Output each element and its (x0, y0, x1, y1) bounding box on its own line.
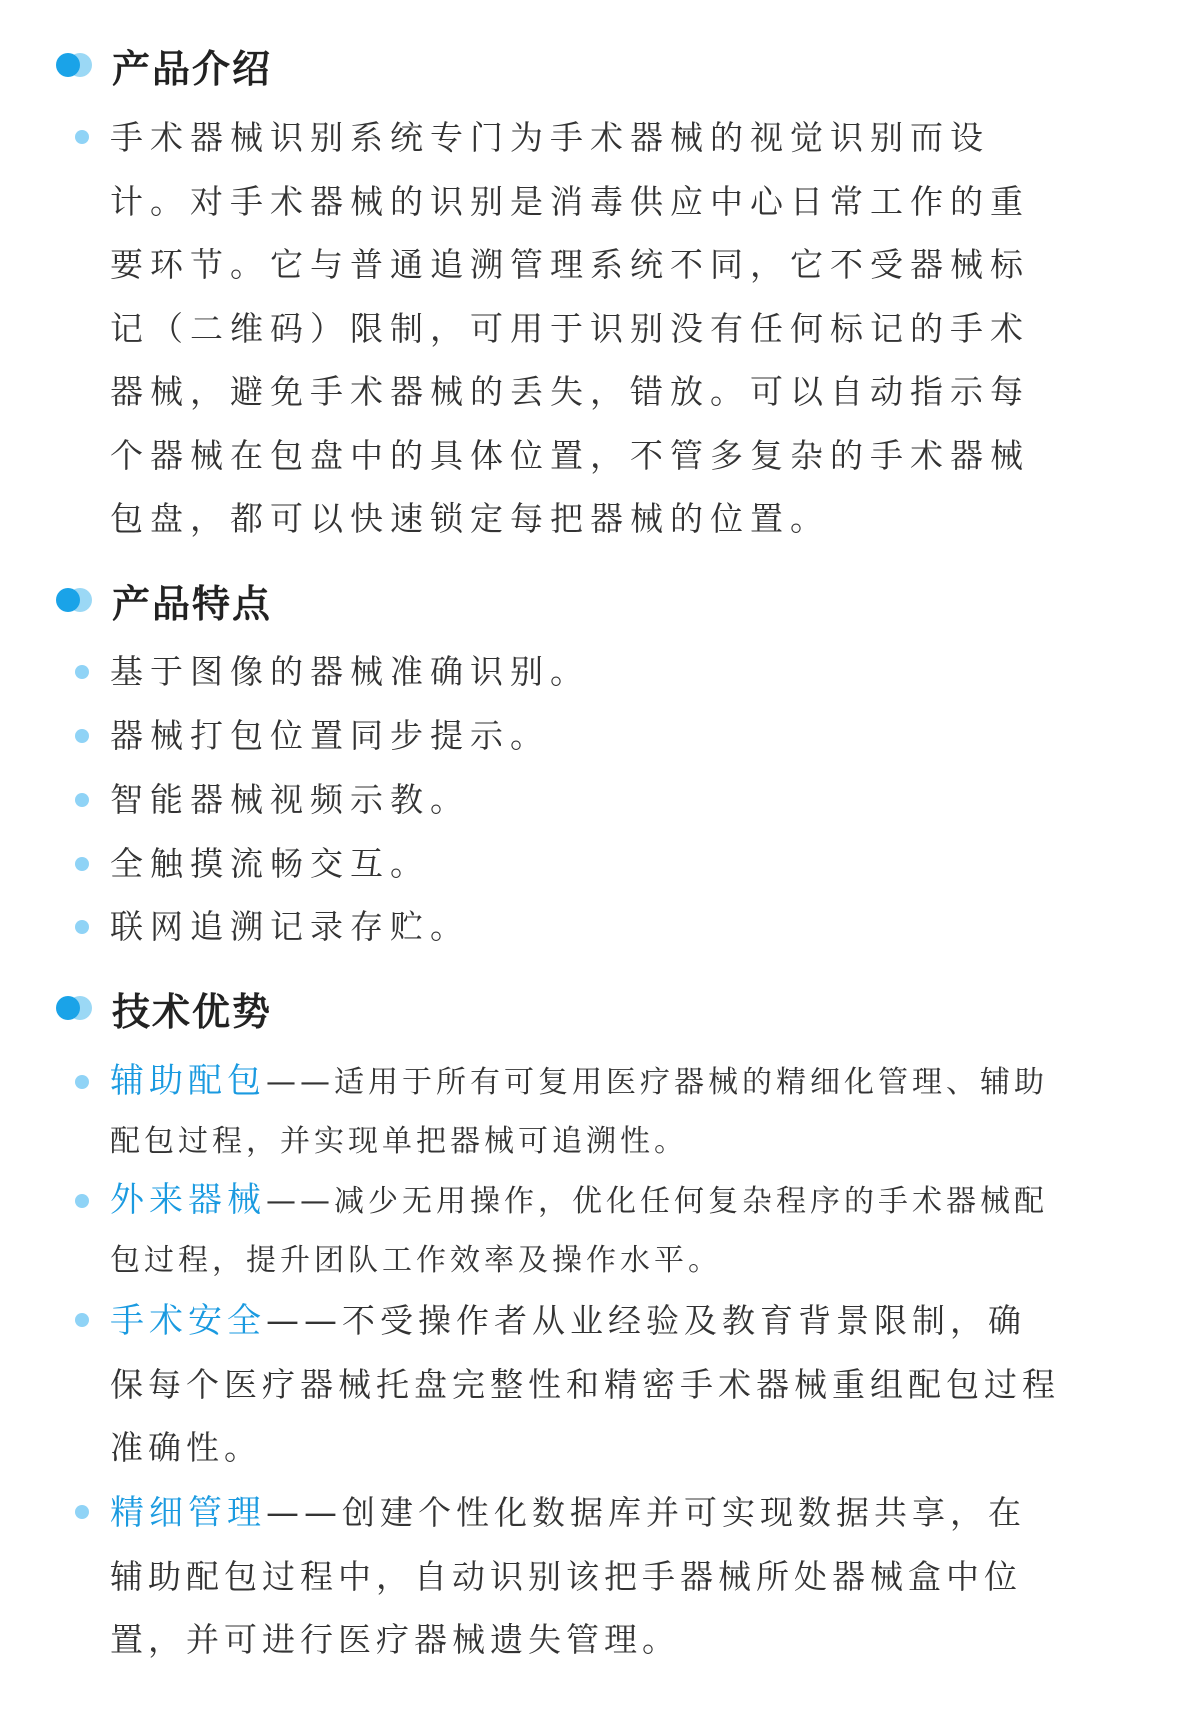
intro-paragraph: 手术器械识别系统专门为手术器械的视觉识别而设计。对手术器械的识别是消毒供应中心日常工作的重要环节。它与普通追溯管理系统不同，它不受器械标记（二维码）限制，可用于识别没有任何标记的手术器械，避免手术器械的丢失，错放。可以自动指示每个器械在包盘中的具体位置，不管多复杂的手术器械包盘，都可以快速锁定每把器械的位置。 (110, 118, 1030, 538)
bullet-dot-icon (75, 1075, 89, 1089)
section-bullet-icon (56, 586, 96, 614)
bullet-dot-icon (75, 665, 89, 679)
advantage-key: 手术安全 (110, 1301, 266, 1341)
bullet-dot-icon (75, 1313, 89, 1327)
section-header-advantages (56, 978, 272, 1038)
feature-item: 联网追溯记录存贮。 (110, 907, 470, 946)
section-header-intro (56, 35, 272, 95)
advantage-item (110, 1481, 1060, 1671)
advantage-item (110, 1171, 1060, 1290)
section-title-intro: 产品介绍 (112, 46, 273, 91)
bullet-dot-icon (75, 130, 89, 144)
section-bullet-icon (56, 994, 96, 1022)
feature-item: 器械打包位置同步提示。 (110, 716, 550, 755)
advantage-item (110, 1052, 1060, 1171)
advantage-text: ——不受操作者从业经验及教育背景限制，确保每个医疗器械托盘完整性和精密手术器械重组配包过程准确性。 (110, 1301, 1060, 1467)
section-bullet-icon (56, 51, 96, 79)
advantage-key: 精细管理 (110, 1493, 266, 1533)
bullet-dot-icon (75, 857, 89, 871)
feature-item: 全触摸流畅交互。 (110, 844, 430, 883)
section-header-features (56, 570, 272, 630)
advantage-text: ——适用于所有可复用医疗器械的精细化管理、辅助配包过程，并实现单把器械可追溯性。 (110, 1065, 1048, 1159)
bullet-dot-icon (75, 729, 89, 743)
bullet-dot-icon (75, 920, 89, 934)
advantage-key: 外来器械 (110, 1180, 266, 1220)
section-title-features: 产品特点 (112, 581, 273, 626)
advantage-item (110, 1289, 1060, 1479)
feature-item: 基于图像的器械准确识别。 (110, 652, 590, 691)
advantage-key: 辅助配包 (110, 1061, 266, 1101)
bullet-dot-icon (75, 1505, 89, 1519)
bullet-dot-icon (75, 1194, 89, 1208)
feature-item: 智能器械视频示教。 (110, 780, 470, 819)
advantage-text: ——减少无用操作，优化任何复杂程序的手术器械配包过程，提升团队工作效率及操作水平。 (110, 1184, 1048, 1278)
bullet-dot-icon (75, 793, 89, 807)
section-title-advantages: 技术优势 (112, 989, 273, 1034)
advantage-text: ——创建个性化数据库并可实现数据共享，在辅助配包过程中，自动识别该把手器械所处器械盒中位置，并可进行医疗器械遗失管理。 (110, 1493, 1026, 1659)
